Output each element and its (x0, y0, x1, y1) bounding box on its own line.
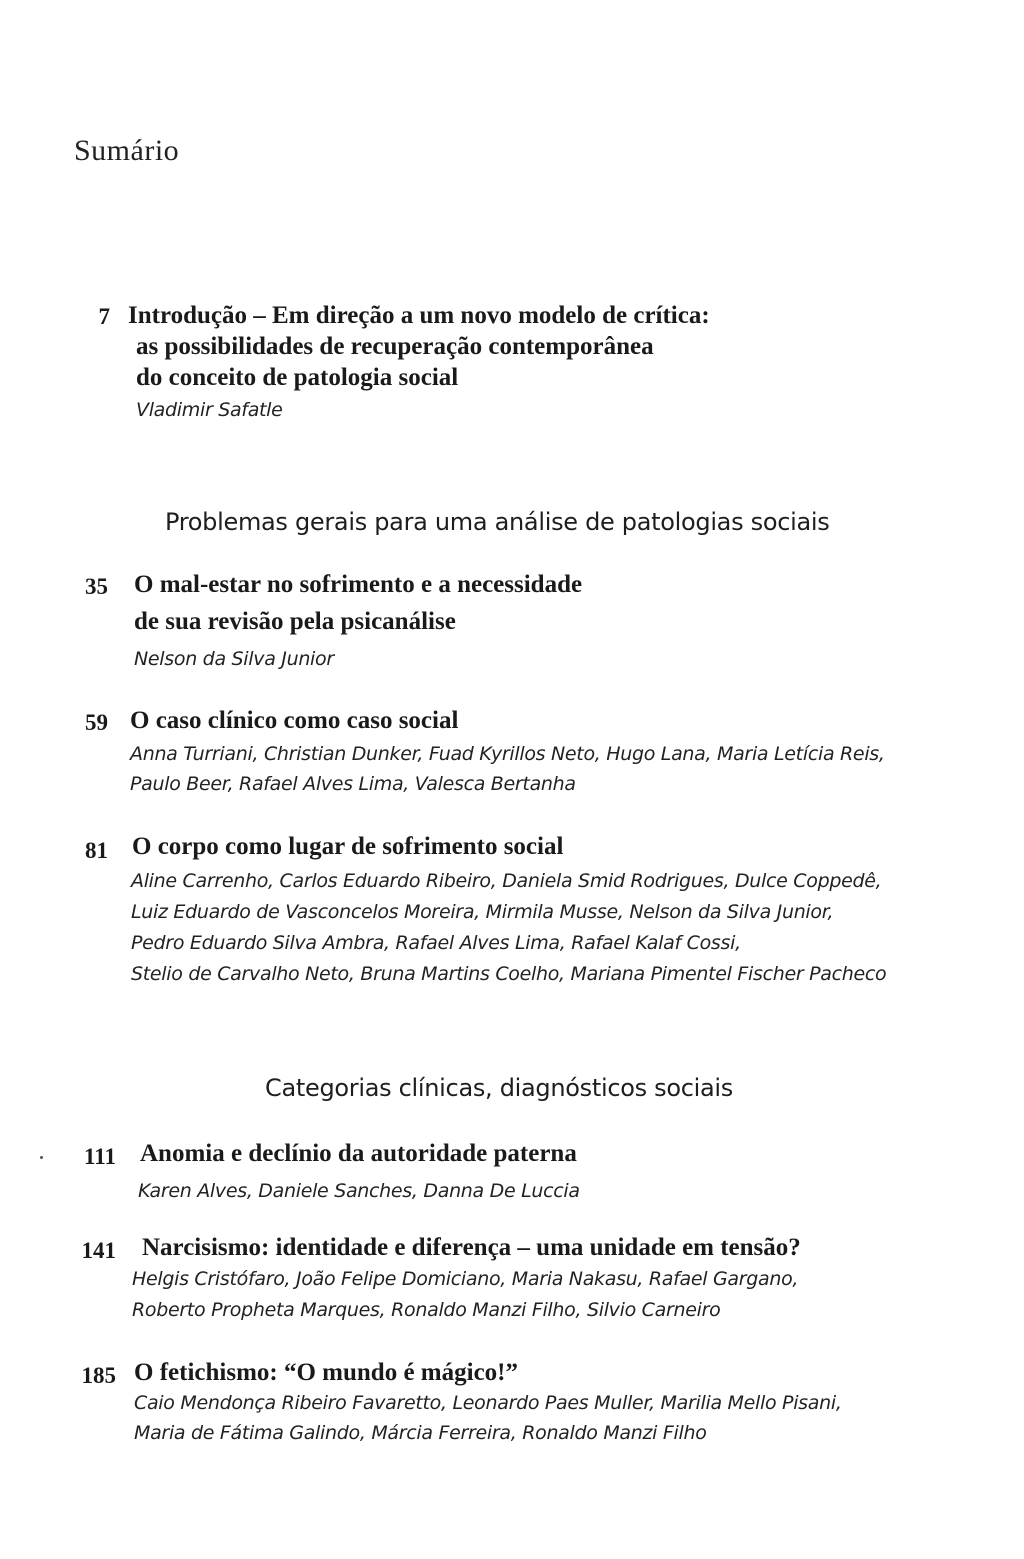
entry-authors-line: Caio Mendonça Ribeiro Favaretto, Leonardo Paes Muller, Marilia Mello Pisani, (134, 1392, 842, 1414)
section-heading: Categorias clínicas, diagnósticos sociais (265, 1074, 733, 1102)
page-number: 7 (98, 304, 110, 329)
section-heading: Problemas gerais para uma análise de patologias sociais (165, 508, 830, 536)
entry-title-line: O mal-estar no sofrimento e a necessidade (134, 571, 583, 598)
entry-title-line: O fetichismo: “O mundo é mágico!” (134, 1359, 518, 1386)
entry-title-line: do conceito de patologia social (136, 364, 459, 391)
entry-authors-line: Paulo Beer, Rafael Alves Lima, Valesca Bertanha (130, 773, 576, 795)
page-number: 111 (84, 1144, 116, 1169)
entry-authors-line: Karen Alves, Daniele Sanches, Danna De Luccia (138, 1180, 580, 1202)
entry-authors-line: Maria de Fátima Galindo, Márcia Ferreira, Ronaldo Manzi Filho (134, 1422, 707, 1444)
page-speck (40, 1156, 43, 1159)
page-number: 35 (85, 574, 108, 599)
page-number: 185 (81, 1363, 116, 1388)
entry-authors-line: Roberto Propheta Marques, Ronaldo Manzi Filho, Silvio Carneiro (132, 1299, 721, 1321)
entry-authors-line: Vladimir Safatle (136, 399, 283, 421)
entry-authors-line: Anna Turriani, Christian Dunker, Fuad Kyrillos Neto, Hugo Lana, Maria Letícia Reis, (130, 743, 885, 765)
page-number: 59 (85, 710, 108, 735)
entry-authors-line: Nelson da Silva Junior (134, 648, 334, 670)
entry-title-line: as possibilidades de recuperação contemporânea (136, 333, 654, 360)
entry-title-line: Narcisismo: identidade e diferença – uma unidade em tensão? (142, 1234, 801, 1261)
entry-title-line: Introdução – Em direção a um novo modelo de crítica: (128, 302, 710, 329)
entry-authors-line: Pedro Eduardo Silva Ambra, Rafael Alves Lima, Rafael Kalaf Cossi, (131, 932, 741, 954)
page-number: 141 (81, 1238, 116, 1263)
page-title: Sumário (74, 134, 180, 167)
entry-title-line: O corpo como lugar de sofrimento social (132, 833, 564, 860)
entry-title-line: de sua revisão pela psicanálise (134, 608, 456, 635)
entry-authors-line: Aline Carrenho, Carlos Eduardo Ribeiro, Daniela Smid Rodrigues, Dulce Coppedê, (131, 870, 882, 892)
entry-authors-line: Stelio de Carvalho Neto, Bruna Martins Coelho, Mariana Pimentel Fischer Pacheco (131, 963, 887, 985)
entry-authors-line: Luiz Eduardo de Vasconcelos Moreira, Mirmila Musse, Nelson da Silva Junior, (131, 901, 834, 923)
entry-title-line: Anomia e declínio da autoridade paterna (140, 1140, 577, 1167)
entry-authors-line: Helgis Cristófaro, João Felipe Domiciano, Maria Nakasu, Rafael Gargano, (132, 1268, 799, 1290)
entry-title-line: O caso clínico como caso social (130, 707, 459, 734)
page-number: 81 (85, 838, 108, 863)
